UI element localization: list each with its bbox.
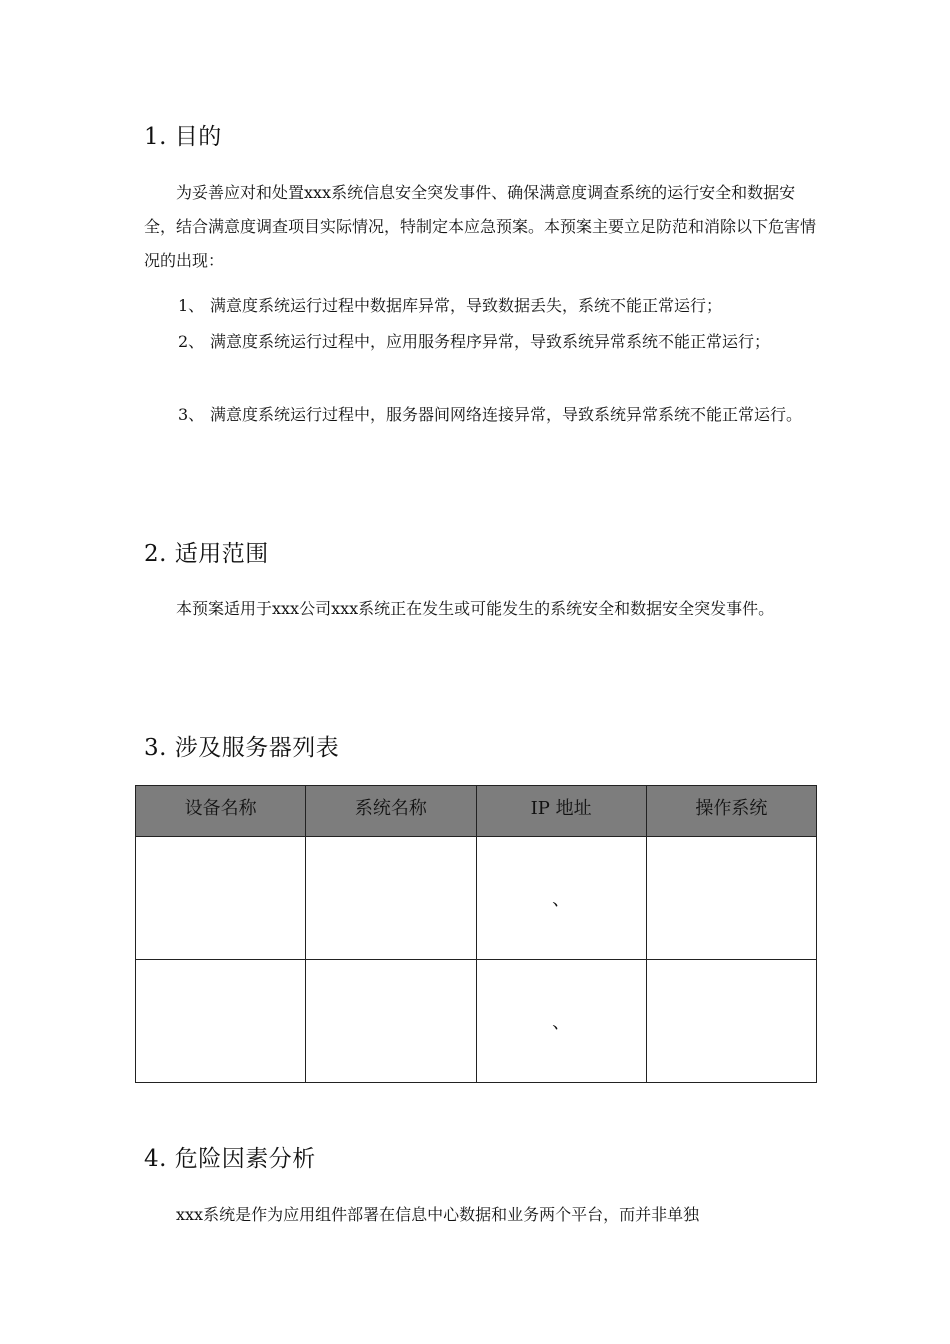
section-4-heading: 4. 危险因素分析 <box>144 1146 316 1172</box>
table-cell <box>646 960 816 1083</box>
section-4-paragraph: xxx系统是作为应用组件部署在信息中心数据和业务两个平台，而并非单独 <box>176 1205 700 1224</box>
section-2-heading: 2. 适用范围 <box>144 541 269 567</box>
column-header-device-name: 设备名称 <box>136 786 306 837</box>
table-cell: 、 <box>476 837 646 960</box>
section-3-heading: 3. 涉及服务器列表 <box>144 735 340 761</box>
list-item-number: 1、 <box>178 296 205 315</box>
column-header-ip-address: IP 地址 <box>476 786 646 837</box>
section-1-paragraph: 为妥善应对和处置xxx系统信息安全突发事件、确保满意度调查系统的运行安全和数据安全，结合满意度调查项目实际情况，特制定本应急预案。本预案主要立足防范和消除以下危害情况的出现： <box>144 183 817 270</box>
list-item-text: 满意度系统运行过程中，应用服务程序异常，导致系统异常系统不能正常运行； <box>210 332 771 351</box>
table-cell <box>646 837 816 960</box>
table-cell: 、 <box>476 960 646 1083</box>
table-cell <box>306 960 476 1083</box>
table-row <box>136 960 817 1083</box>
table-cell <box>306 837 476 960</box>
list-item-text: 满意度系统运行过程中数据库异常，导致数据丢失，系统不能正常运行； <box>210 296 723 315</box>
section-1-heading: 1. 目的 <box>144 124 222 150</box>
column-header-system-name: 系统名称 <box>306 786 476 837</box>
section-2-paragraph: 本预案适用于xxx公司xxx系统正在发生或可能发生的系统安全和数据安全突发事件。 <box>176 599 775 618</box>
list-item-number: 3、 <box>178 405 205 424</box>
list-item <box>178 324 818 360</box>
list-item-number: 2、 <box>178 332 205 351</box>
table-row <box>136 837 817 960</box>
column-header-os: 操作系统 <box>646 786 816 837</box>
table-cell <box>136 960 306 1083</box>
table-cell <box>136 837 306 960</box>
server-table <box>135 785 817 1083</box>
list-item <box>178 397 818 433</box>
table-header-row <box>136 786 817 837</box>
list-item-text: 满意度系统运行过程中，服务器间网络连接异常，导致系统异常系统不能正常运行。 <box>210 405 803 424</box>
list-item <box>178 288 818 324</box>
